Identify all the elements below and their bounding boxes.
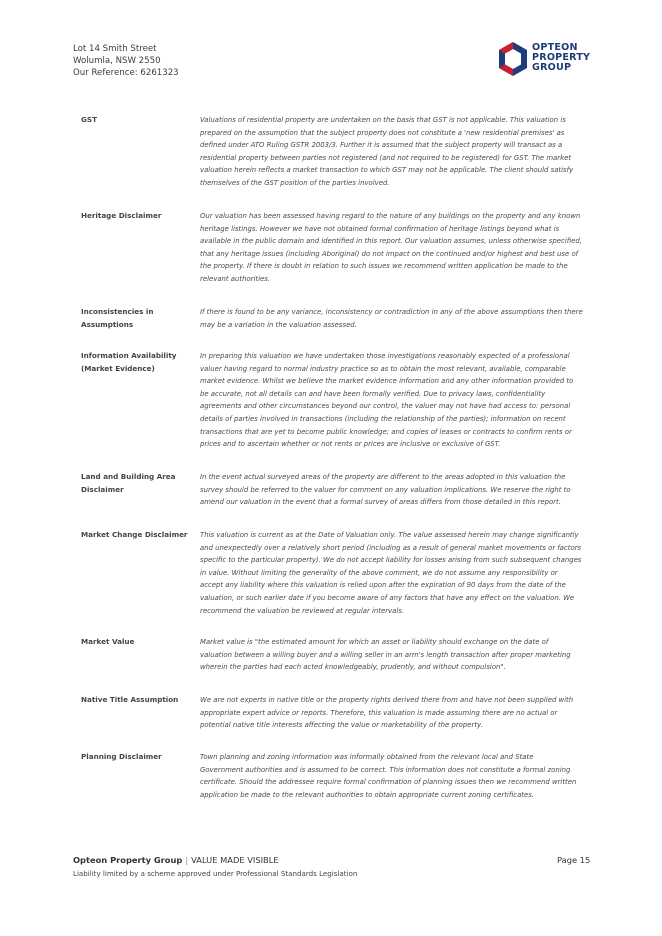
text-line: details of parties involved in transactions (including the relationship of the parties); information on recent [200,414,566,423]
text-line: prices and to ascertain whether or not rents or prices are inclusive or exclusive of GST. [200,440,501,449]
label-line: Market Value [81,637,135,646]
section-text [200,694,582,732]
reference-line: Our Reference: 6261323 [73,68,179,78]
text-line: potential native title interests affecting the value or marketability of the property. [200,721,483,730]
text-line: valuer having regard to normal industry practice so as to obtain the most relevant, available, comparable [200,364,566,373]
label-line: Planning Disclaimer [81,752,162,761]
footer-separator: | [185,855,189,865]
text-line: amend our valuation in the event that a formal survey of areas differs from those detailed in this report. [200,498,561,507]
section-label [81,636,191,649]
text-line: residential property between parties not registered (and not required to be registered) for GST. The market [200,153,572,162]
address-line-1: Lot 14 Smith Street [73,44,157,54]
section-label [81,529,191,542]
footer-company-name: Opteon Property Group [73,855,183,865]
text-line: valuation between a willing buyer and a willing seller in an arm's length transaction after proper marketing [200,650,571,659]
text-line: Our valuation has been assessed having regard to the nature of any buildings on the property and any known [200,212,581,220]
text-line: valuation, or such earlier date if you become aware of any factors that have any effect on the valuation. We [200,593,575,602]
footer-brand [73,855,279,865]
label-line: Market Change Disclaimer [81,530,188,539]
section-text [200,751,582,801]
text-line: accept any liability where this valuation is relied upon after the expiration of 90 days from the date of the [200,581,566,590]
text-line: agreements and other circumstances beyond our control, the valuer may not have had access to: personal [200,402,571,411]
logo-text-line-1: OPTEON [532,42,578,53]
opteon-logo [497,41,597,79]
text-line: the property. If there is doubt in relation to such issues we recommend written application be made to the [200,262,568,271]
text-line: and unexpectedly over a relatively short period (including as a result of general market movements or factors [200,543,582,552]
label-line: Disclaimer [81,484,124,494]
section-label [81,210,191,223]
logo-text-line-3: GROUP [532,62,572,73]
text-line: In preparing this valuation we have undertaken those investigations reasonably expected of a professional [200,352,570,360]
text-line: relevant authorities. [200,274,271,283]
text-line: In the event actual surveyed areas of the property are different to the areas adopted in this valuation the [200,473,566,481]
opteon-logo-mark-icon [497,41,529,77]
section-text [200,529,582,617]
section-text [200,636,582,674]
footer-liability-notice: Liability limited by a scheme approved under Professional Standards Legislation [73,869,358,878]
text-line: available in the public domain and identified in this report. Our valuation assumes, unless otherwise specified, [200,237,582,246]
text-line: application be made to the relevant authorities to obtain appropriate current zoning certificates. [200,790,535,799]
label-line: Land and Building Area [81,472,176,481]
text-line: appropriate expert advice or reports. Therefore, this valuation is made assuming there are no actual or [200,708,558,717]
text-line: recommend the valuation be reviewed at regular intervals. [200,606,405,615]
section-label [81,471,191,496]
label-line: Assumptions [81,319,134,329]
text-line: certificate. Should the addressee require formal confirmation of planning issues then we recommend written [200,778,577,787]
logo-text-line-2: PROPERTY [532,52,591,63]
section-label [81,751,191,764]
text-line: Market value is "the estimated amount for which an asset or liability should exchange on the date of [200,638,549,646]
header-address [73,43,179,79]
text-line: heritage listings. However we have not obtained formal confirmation of heritage listings beyond what is [200,224,560,233]
text-line: that any heritage issues (including Aboriginal) do not impact on the continued and/or highest and best use of [200,249,579,258]
label-line: Inconsistencies in [81,307,154,316]
text-line: market evidence. Whilst we believe the market evidence information and any other information provided to [200,377,574,386]
text-line: transactions that are yet to become public knowledge; and copies of leases or contracts to confirm rents or [200,427,572,436]
text-line: in value. Without limiting the generality of the above comment, we do not assume any responsibility or [200,568,558,577]
text-line: Town planning and zoning information was informally obtained from the relevant local and State [200,753,534,761]
text-line: survey should be referred to the valuer for comment on any valuation implications. We reserve the right to [200,485,571,494]
section-text [200,350,582,451]
section-label [81,350,191,375]
text-line: may be a variation in the valuation assessed. [200,320,357,329]
text-line: wherein the parties had each acted knowledgeably, prudently, and without compulsion". [200,663,506,672]
label-line: Native Title Assumption [81,695,179,704]
section-text [200,306,582,331]
section-text [200,210,582,286]
section-label [81,114,191,127]
text-line: Government authorities and is assumed to be correct. This information does not constitute a formal zoning [200,765,571,774]
section-text [200,471,582,509]
label-line: (Market Evidence) [81,363,155,373]
text-line: Valuations of residential property are undertaken on the basis that GST is not applicable. This valuation is [200,116,566,124]
label-line: Heritage Disclaimer [81,211,162,220]
section-text [200,114,582,190]
label-line: Information Availability [81,351,177,360]
text-line: If there is found to be any variance, inconsistency or contradiction in any of the above assumptions then there [200,308,583,316]
text-line: valuation herein reflects a market transaction to which GST may not be applicable. The client should satisfy [200,166,574,175]
text-line: This valuation is current as at the Date of Valuation only. The value assessed herein may change significantly [200,531,579,539]
page-number: Page 15 [557,855,591,865]
text-line: We are not experts in native title or the property rights derived there from and have not been supplied with [200,696,574,704]
text-line: be accurate, not all details can and have been formally verified. Due to privacy laws, confidentiality [200,389,546,398]
footer-tagline: VALUE MADE VISIBLE [191,855,279,865]
text-line: prepared on the assumption that the subject property does not constitute a 'new residential premises' as [200,128,565,137]
section-label [81,694,191,707]
text-line: defined under ATO Ruling GSTR 2003/3. Further it is assumed that the subject property will transact as a [200,141,563,150]
text-line: specific to the particular property). We do not accept liability for losses arising from such subsequent changes [200,556,582,565]
section-label [81,306,191,331]
label-line: GST [81,115,97,124]
address-line-2: Wolumla, NSW 2550 [73,56,161,66]
text-line: themselves of the GST position of the parties involved. [200,178,390,187]
